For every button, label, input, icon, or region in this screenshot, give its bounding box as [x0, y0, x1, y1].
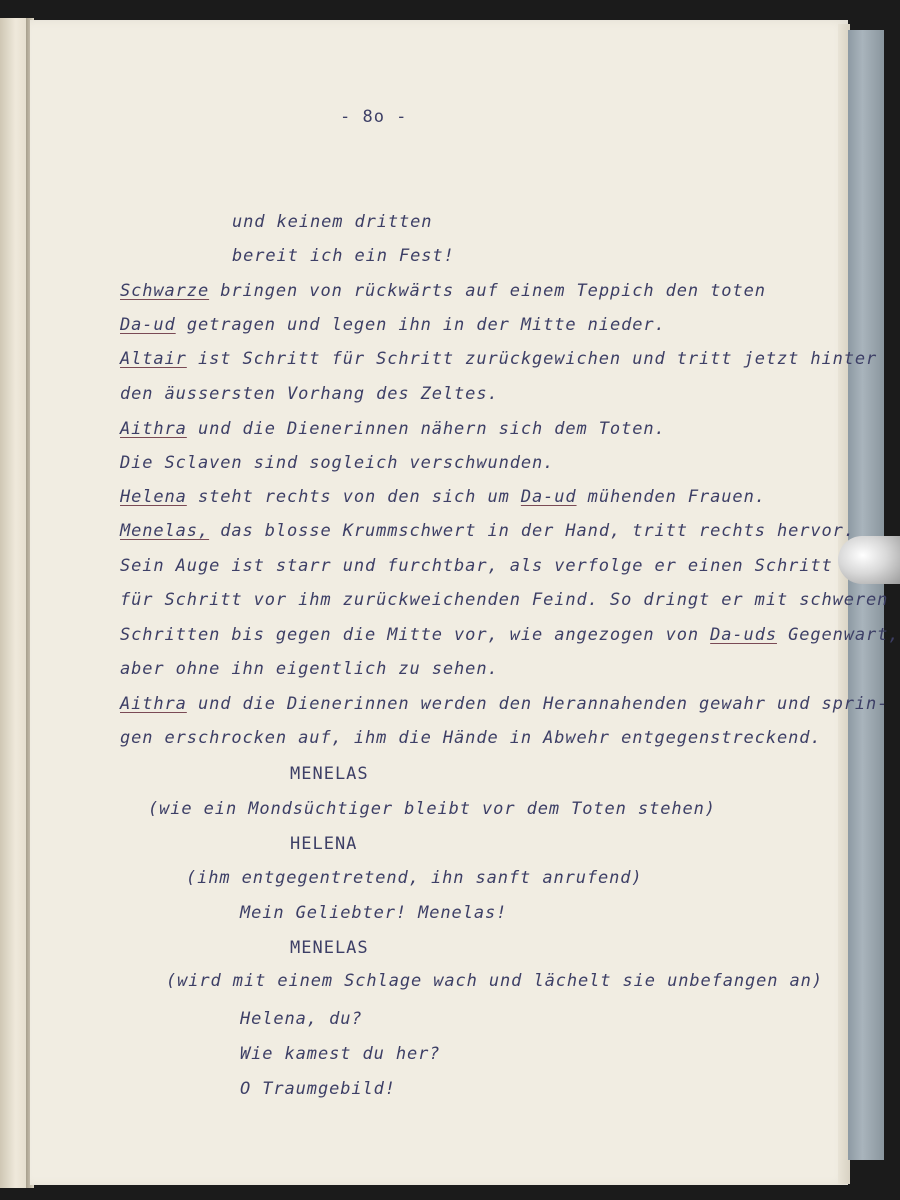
text-line [120, 384, 499, 404]
dialogue-line [240, 903, 507, 923]
text-line [120, 625, 899, 645]
text-run: ist Schritt für Schritt zurückgewichen und tritt jetzt hinter [186, 349, 878, 369]
text-line [120, 419, 666, 439]
text-run: aber ohne ihn eigentlich zu sehen. [120, 659, 499, 679]
text-line [120, 590, 888, 610]
text-run: getragen und legen ihn in der Mitte nieder. [175, 315, 666, 335]
page-number: - 8o - [340, 107, 408, 127]
text-run: mühenden Frauen. [576, 487, 766, 507]
text-run: Helena, du? [240, 1009, 363, 1029]
character-name: Aithra [120, 419, 187, 439]
character-name: Da-ud [120, 315, 176, 335]
speaker-name [290, 938, 369, 958]
text-run: Wie kamest du her? [240, 1044, 441, 1064]
text-run: und die Dienerinnen nähern sich dem Toten. [186, 419, 666, 439]
text-line [120, 659, 499, 679]
character-name: Altair [120, 349, 187, 369]
text-run: MENELAS [290, 938, 369, 958]
text-line [120, 487, 766, 507]
text-line [120, 281, 766, 301]
dialogue-line [240, 1044, 440, 1064]
speaker-name [290, 764, 369, 784]
stage-direction [186, 868, 643, 888]
text-line [120, 728, 822, 748]
text-run: das blosse Krummschwert in der Hand, tritt rechts hervor. [209, 521, 855, 541]
stage-direction [166, 971, 823, 991]
text-run: bereit ich ein Fest! [232, 246, 455, 266]
text-line [120, 453, 554, 473]
text-line [120, 694, 888, 714]
text-run: steht rechts von den sich um [186, 487, 521, 507]
text-line [120, 556, 833, 576]
left-page-edge [0, 18, 27, 1188]
text-run: Schritten bis gegen die Mitte vor, wie angezogen von [120, 625, 711, 645]
text-run: und die Dienerinnen werden den Herannahenden gewahr und sprin- [186, 694, 889, 714]
text-run: (ihm entgegentretend, ihn sanft anrufend) [186, 868, 643, 888]
text-line [232, 212, 432, 232]
text-run: Die Sclaven sind sogleich verschwunden. [120, 453, 555, 473]
text-run: für Schritt vor ihm zurückweichenden Feind. So dringt er mit schweren [120, 590, 889, 610]
dialogue-line [240, 1009, 362, 1029]
character-name: Menelas, [120, 521, 210, 541]
text-run: den äussersten Vorhang des Zeltes. [120, 384, 499, 404]
text-run: bringen von rückwärts auf einem Teppich den toten [209, 281, 766, 301]
text-run: gen erschrocken auf, ihm die Hände in Abwehr entgegenstreckend. [120, 728, 822, 748]
character-name: Aithra [120, 694, 187, 714]
text-run: Sein Auge ist starr und furchtbar, als verfolge er einen Schritt [120, 556, 833, 576]
text-run: MENELAS [290, 764, 369, 784]
character-name: Helena [120, 487, 187, 507]
text-run: Mein Geliebter! Menelas! [240, 903, 508, 923]
dialogue-line [240, 1079, 396, 1099]
stage-direction [148, 799, 716, 819]
text-run: Gegenwart, [776, 625, 900, 645]
text-run: O Traumgebild! [240, 1079, 396, 1099]
text-line [120, 521, 855, 541]
clamp-pin [838, 536, 900, 584]
text-line [120, 315, 666, 335]
character-name: Da-uds [710, 625, 777, 645]
text-line [120, 349, 877, 369]
character-name: Schwarze [120, 281, 210, 301]
text-line [232, 246, 455, 266]
text-run: (wird mit einem Schlage wach und lächelt sie unbefangen an) [166, 971, 823, 991]
character-name: Da-ud [520, 487, 577, 507]
text-run: und keinem dritten [232, 212, 433, 232]
speaker-name [290, 834, 357, 854]
text-run: HELENA [290, 834, 358, 854]
text-run: (wie ein Mondsüchtiger bleibt vor dem Toten stehen) [148, 799, 716, 819]
